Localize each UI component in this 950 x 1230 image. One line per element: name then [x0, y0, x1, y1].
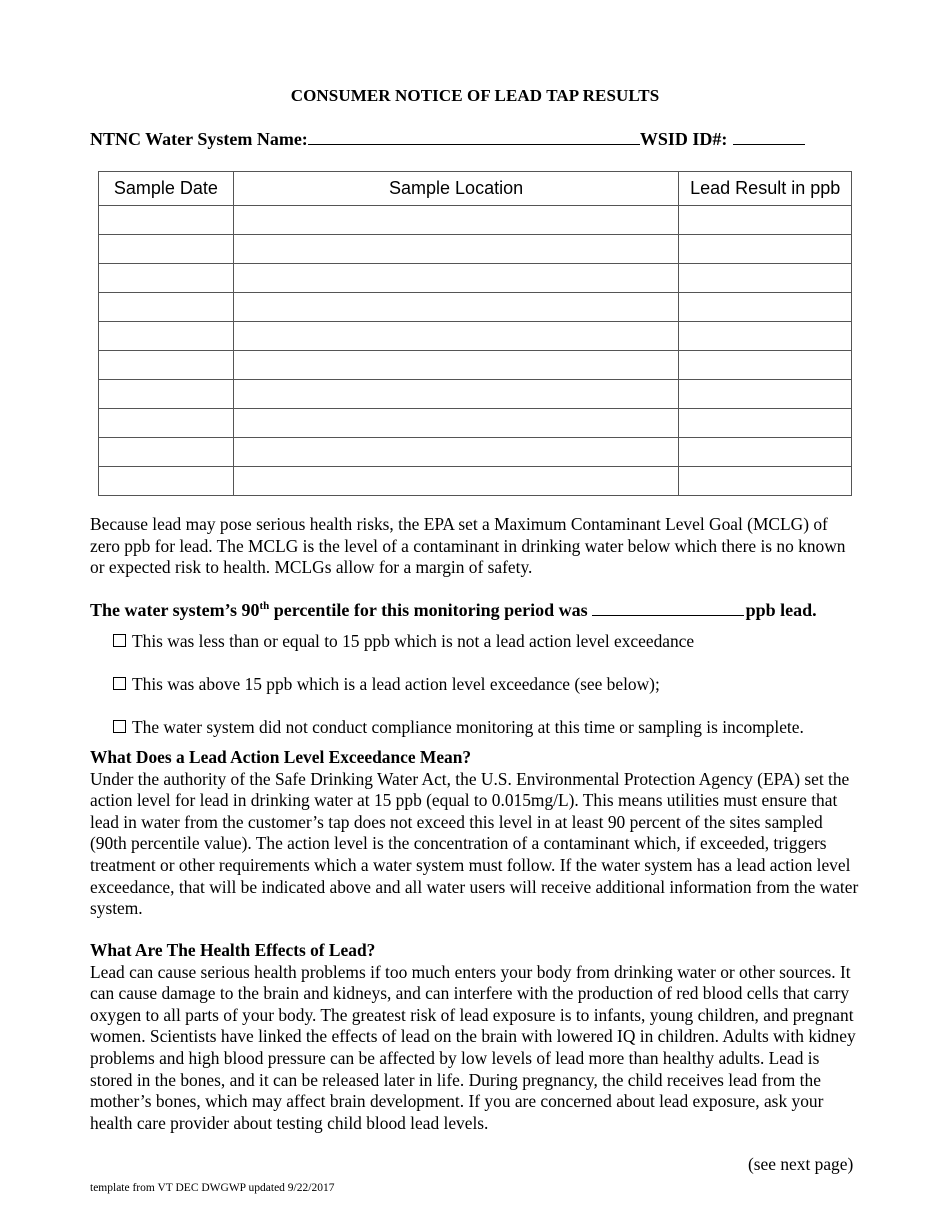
option-label: This was less than or equal to 15 ppb which is not a lead action level exceedance: [132, 631, 695, 651]
table-row: [99, 322, 852, 351]
percentile-suffix: ppb lead.: [745, 600, 817, 620]
sample-location-cell[interactable]: [233, 351, 679, 380]
sample-date-cell[interactable]: [99, 380, 234, 409]
lead-result-cell[interactable]: [679, 438, 852, 467]
health-effects-heading: What Are The Health Effects of Lead?: [90, 940, 376, 960]
see-next-page-note: (see next page): [748, 1154, 854, 1174]
percentile-superscript: th: [259, 600, 270, 612]
page-title: CONSUMER NOTICE OF LEAD TAP RESULTS: [290, 86, 660, 105]
table-row: [99, 235, 852, 264]
sample-date-cell[interactable]: [99, 293, 234, 322]
lead-result-cell[interactable]: [679, 351, 852, 380]
table-row: [99, 409, 852, 438]
health-effects-body: Lead can cause serious health problems if too much enters your body from drinking water or other sources. It can cause damage to the brain and kidneys, and can interfere with the production of red blood cells that carry oxygen to all parts of your body. The greatest risk of lead exposure is to infants, young children, and pregnant women. Scientists have linked the effects of lead on the brain with lowered IQ in children. Adults with kidney problems and high blood pressure can be affected by low levels of lead more than healthy adults. Lead is stored in the bones, and it can be released later in life. During pregnancy, the child receives lead from the mother’s bones, which may affect brain development. If you are concerned about lead exposure, ask your health care provider about testing child blood lead levels.: [90, 961, 856, 1133]
lead-result-cell[interactable]: [679, 293, 852, 322]
footer-template-note: template from VT DEC DWGWP updated 9/22/2017: [90, 1182, 335, 1194]
table-row: [99, 206, 852, 235]
table-row: [99, 293, 852, 322]
sample-date-cell[interactable]: [99, 235, 234, 264]
percentile-value-field[interactable]: [592, 599, 744, 616]
checkbox-icon[interactable]: [113, 634, 126, 647]
lead-result-cell[interactable]: [679, 264, 852, 293]
health-effects-section: [90, 940, 862, 1134]
option-label: This was above 15 ppb which is a lead action level exceedance (see below);: [132, 674, 660, 694]
percentile-prefix: The water system’s 90: [90, 600, 260, 620]
wsid-label: WSID ID#:: [639, 129, 728, 149]
percentile-line: [90, 599, 817, 621]
sample-location-cell[interactable]: [233, 322, 679, 351]
sample-date-cell[interactable]: [99, 264, 234, 293]
option-above-action-level: [113, 674, 660, 695]
sample-location-cell[interactable]: [233, 467, 679, 496]
sample-location-cell[interactable]: [233, 409, 679, 438]
lead-result-cell[interactable]: [679, 206, 852, 235]
sample-date-cell[interactable]: [99, 206, 234, 235]
checkbox-icon[interactable]: [113, 720, 126, 733]
header-lead-result: Lead Result in ppb: [679, 172, 852, 206]
table-row: [99, 438, 852, 467]
wsid-field[interactable]: [733, 128, 805, 145]
header-sample-location: Sample Location: [233, 172, 679, 206]
table-row: [99, 264, 852, 293]
lead-result-cell[interactable]: [679, 235, 852, 264]
sample-location-cell[interactable]: [233, 438, 679, 467]
system-info-line: [90, 128, 805, 150]
system-name-field[interactable]: [308, 128, 640, 145]
sample-date-cell[interactable]: [99, 467, 234, 496]
lead-result-cell[interactable]: [679, 322, 852, 351]
system-name-label: NTNC Water System Name:: [90, 129, 308, 149]
table-header-row: [99, 172, 852, 206]
option-below-action-level: [113, 631, 694, 652]
sample-date-cell[interactable]: [99, 409, 234, 438]
lead-result-cell[interactable]: [679, 409, 852, 438]
sample-location-cell[interactable]: [233, 206, 679, 235]
sample-date-cell[interactable]: [99, 351, 234, 380]
checkbox-icon[interactable]: [113, 677, 126, 690]
header-sample-date: Sample Date: [99, 172, 234, 206]
exceedance-heading: What Does a Lead Action Level Exceedance Mean?: [90, 747, 472, 767]
exceedance-body: Under the authority of the Safe Drinking Water Act, the U.S. Environmental Protection Agency (EPA) set the action level for lead in drinking water at 15 ppb (equal to 0.015mg/L). This means utilities must ensure that lead in water from the customer’s tap does not exceed this level in at least 90 percent of the sites sampled (90th percentile value). The action level is the concentration of a contaminant which, if exceeded, triggers treatment or other requirements which a water system must follow. If the water system has a lead action level exceedance, that will be indicated above and all water users will receive additional information from the water system.: [90, 768, 859, 919]
table-row: [99, 351, 852, 380]
mclg-paragraph: Because lead may pose serious health risks, the EPA set a Maximum Contaminant Level Goal (MCLG) of zero ppb for lead. The MCLG is the level of a contaminant in drinking water below which there is no known or expected risk to health. MCLGs allow for a margin of safety.: [90, 514, 846, 578]
sample-location-cell[interactable]: [233, 235, 679, 264]
table-row: [99, 380, 852, 409]
lead-result-cell[interactable]: [679, 380, 852, 409]
sample-date-cell[interactable]: [99, 438, 234, 467]
sample-location-cell[interactable]: [233, 264, 679, 293]
sample-date-cell[interactable]: [99, 322, 234, 351]
sample-location-cell[interactable]: [233, 293, 679, 322]
lead-result-cell[interactable]: [679, 467, 852, 496]
sample-results-table: [98, 171, 852, 496]
table-row: [99, 467, 852, 496]
sample-location-cell[interactable]: [233, 380, 679, 409]
option-label: The water system did not conduct compliance monitoring at this time or sampling is incomplete.: [132, 717, 804, 737]
percentile-middle: percentile for this monitoring period was: [269, 600, 588, 620]
option-no-monitoring: [113, 717, 804, 738]
exceedance-section: [90, 747, 862, 920]
